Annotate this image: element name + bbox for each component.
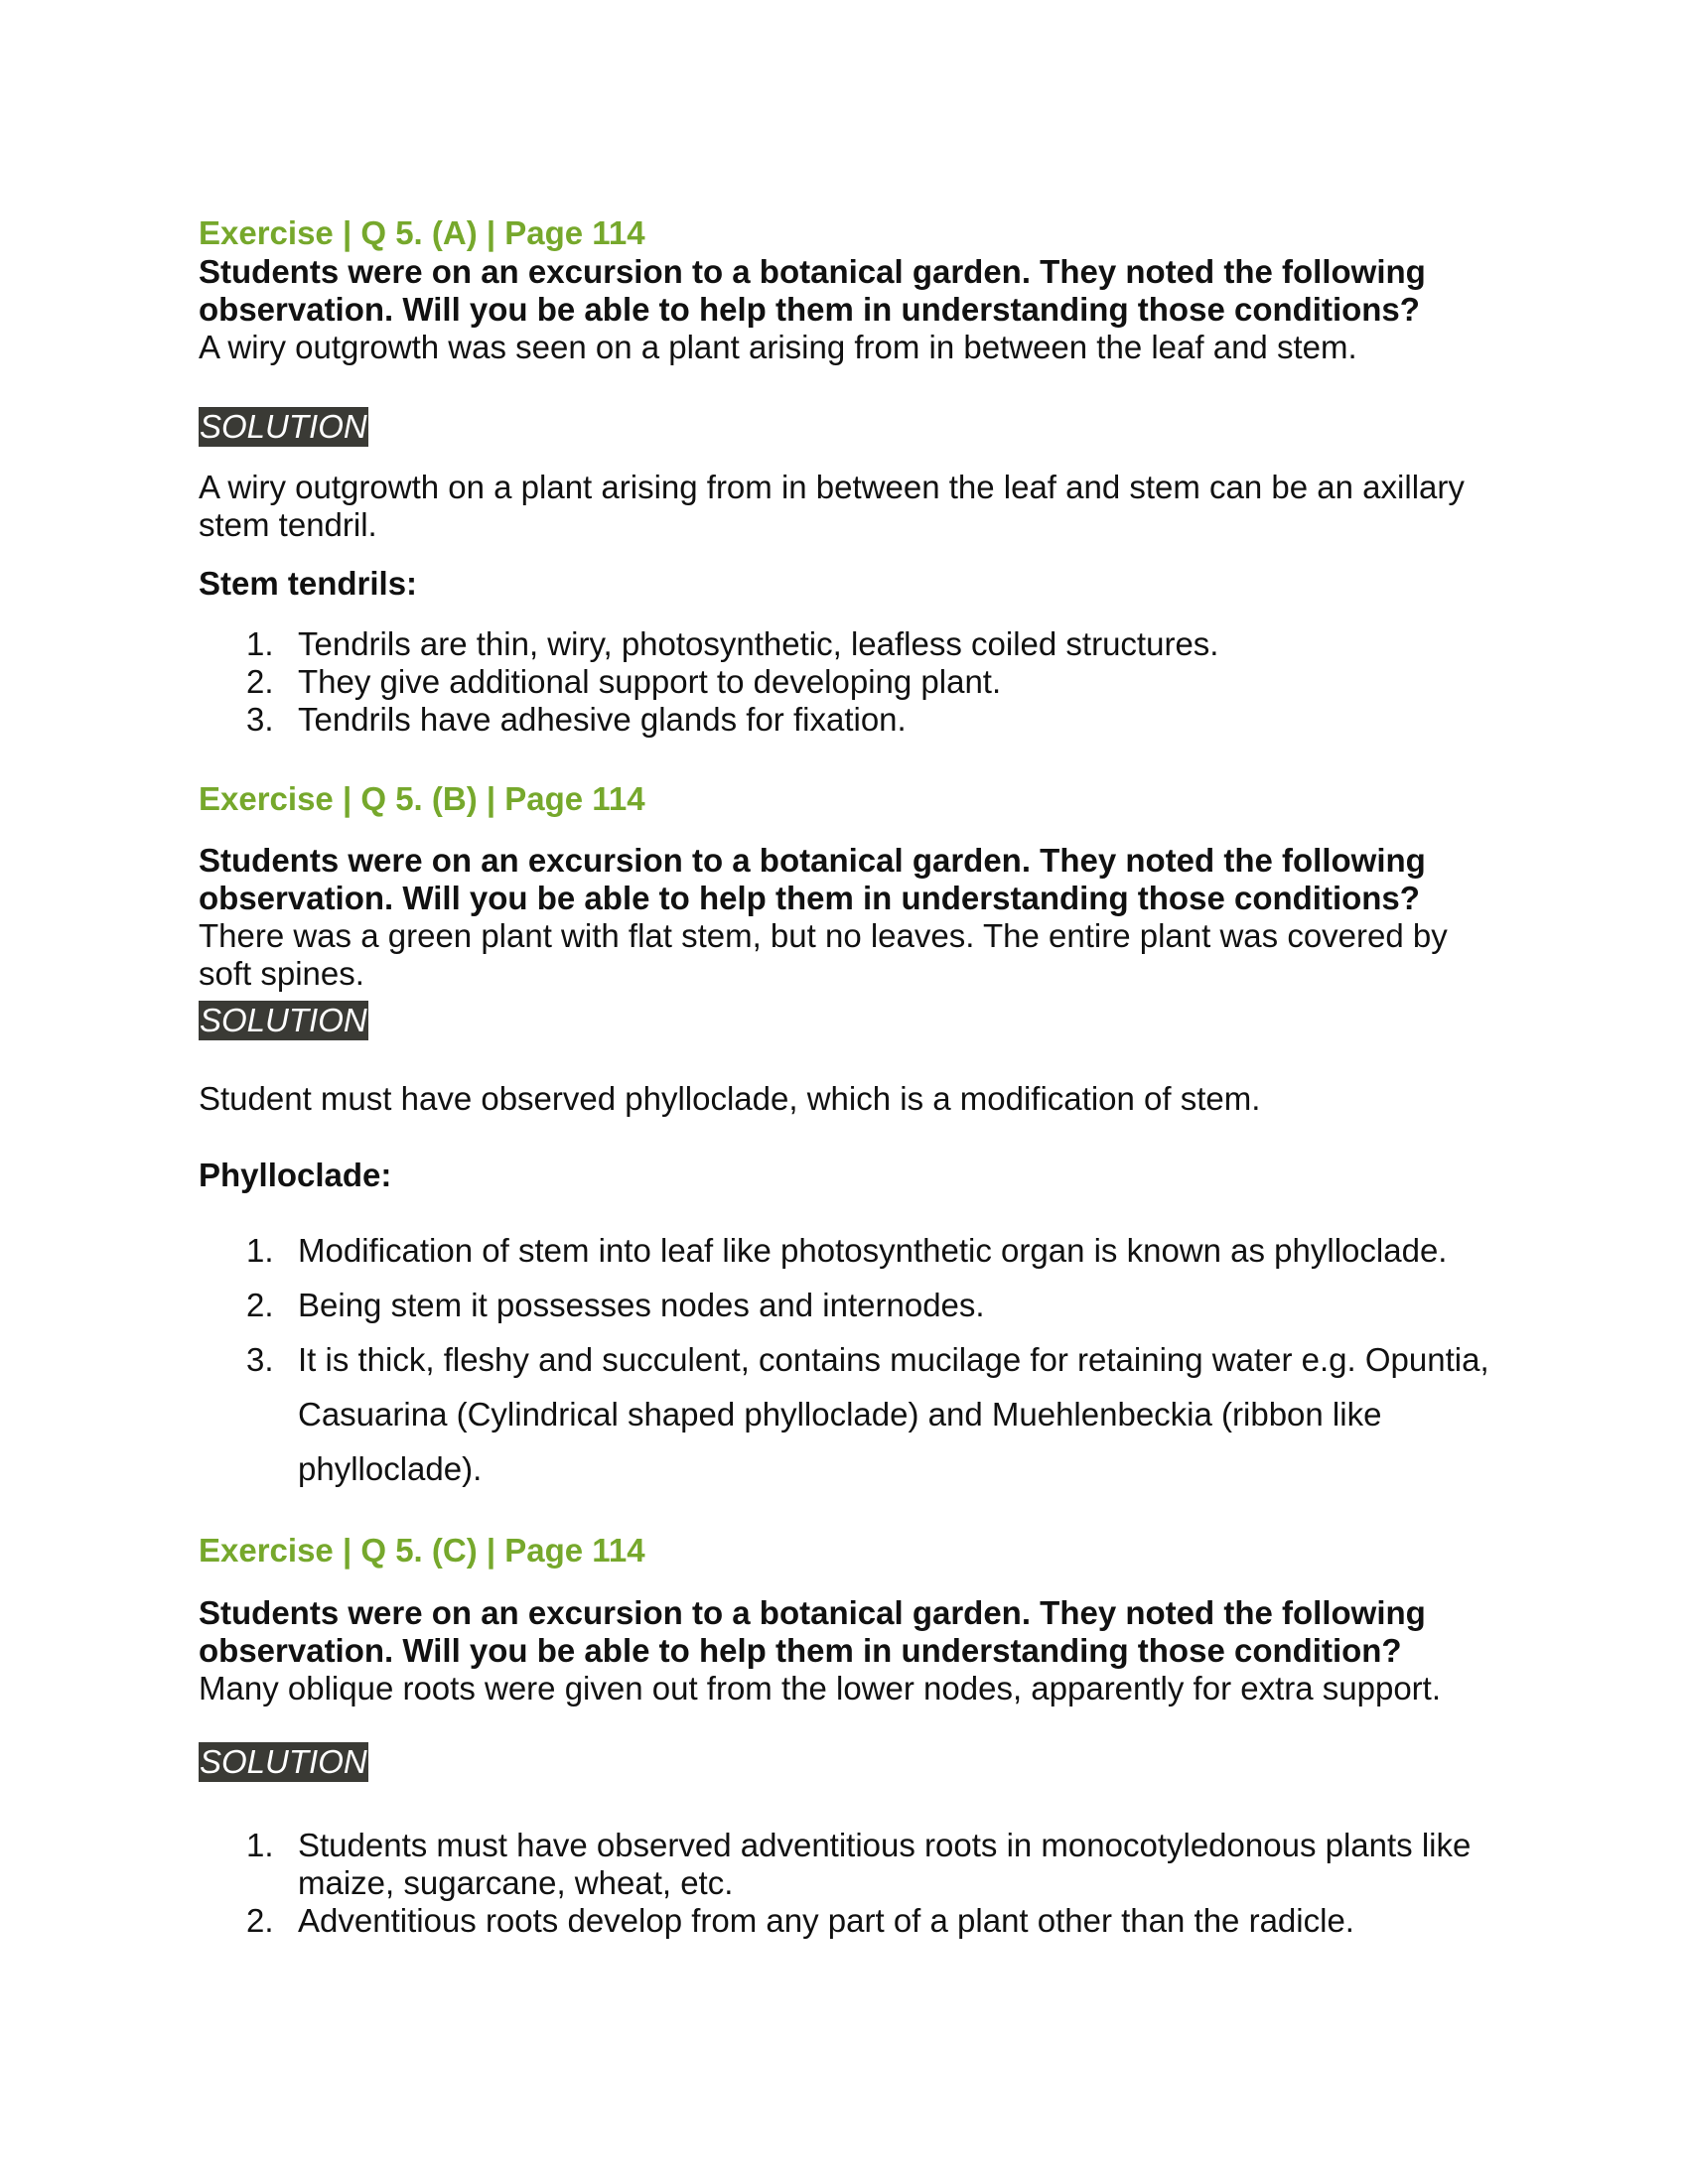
- section-c-solution-label: SOLUTION: [200, 1743, 367, 1780]
- list-item: [199, 1223, 1509, 1278]
- section-c-list: [199, 1827, 1509, 1940]
- section-b-answer: Student must have observed phylloclade, which is a modification of stem.: [199, 1080, 1261, 1117]
- list-item: [199, 625, 1509, 663]
- section-a-subheading: Stem tendrils:: [199, 565, 418, 602]
- section-b-observation: There was a green plant with flat stem, but no leaves. The entire plant was covered by soft spines.: [199, 917, 1448, 992]
- list-text: Tendrils have adhesive glands for fixation.: [298, 701, 907, 738]
- list-number: 2.: [246, 663, 274, 700]
- list-text: Students must have observed adventitious roots in monocotyledonous plants like maize, sugarcane, wheat, etc.: [298, 1827, 1472, 1901]
- list-item: [199, 1827, 1509, 1902]
- list-text: Adventitious roots develop from any part of a plant other than the radicle.: [298, 1902, 1354, 1939]
- section-a-header: Exercise | Q 5. (A) | Page 114: [199, 214, 645, 251]
- list-number: 3.: [246, 1341, 274, 1378]
- section-b-header: Exercise | Q 5. (B) | Page 114: [199, 780, 645, 817]
- list-number: 1.: [246, 625, 274, 662]
- list-text: Being stem it possesses nodes and internodes.: [298, 1287, 985, 1323]
- list-item: [199, 1902, 1509, 1940]
- list-text: It is thick, fleshy and succulent, contains mucilage for retaining water e.g. Opuntia, Casuarina (Cylindrical shaped phylloclade) and Muehlenbeckia (ribbon like phylloclade).: [298, 1341, 1489, 1487]
- list-text: They give additional support to developing plant.: [298, 663, 1002, 700]
- section-b-list: [199, 1223, 1509, 1496]
- section-a-solution-label: SOLUTION: [200, 408, 367, 445]
- list-text: Tendrils are thin, wiry, photosynthetic, leafless coiled structures.: [298, 625, 1219, 662]
- list-number: 3.: [246, 701, 274, 738]
- section-b-question: Students were on an excursion to a botanical garden. They noted the following observation. Will you be able to help them in understanding those conditions?: [199, 842, 1426, 916]
- section-a-answer: A wiry outgrowth on a plant arising from in between the leaf and stem can be an axillary stem tendril.: [199, 469, 1465, 543]
- list-number: 2.: [246, 1287, 274, 1323]
- section-c-question: Students were on an excursion to a botanical garden. They noted the following observation. Will you be able to help them in understanding those condition?: [199, 1594, 1426, 1669]
- section-c-observation: Many oblique roots were given out from the lower nodes, apparently for extra support.: [199, 1670, 1442, 1706]
- section-b-solution-label: SOLUTION: [200, 1002, 367, 1038]
- list-item: [199, 663, 1509, 701]
- list-number: 2.: [246, 1902, 274, 1939]
- section-a-header-block: [199, 213, 1509, 366]
- list-item: [199, 1278, 1509, 1332]
- section-a-question: Students were on an excursion to a botanical garden. They noted the following observation. Will you be able to help them in understanding those conditions?: [199, 253, 1426, 328]
- section-a-observation: A wiry outgrowth was seen on a plant arising from in between the leaf and stem.: [199, 329, 1357, 365]
- section-a-list: [199, 625, 1509, 739]
- list-number: 1.: [246, 1827, 274, 1863]
- section-c-header: Exercise | Q 5. (C) | Page 114: [199, 1532, 645, 1569]
- list-text: Modification of stem into leaf like photosynthetic organ is known as phylloclade.: [298, 1232, 1448, 1269]
- section-b-subheading: Phylloclade:: [199, 1157, 392, 1193]
- list-number: 1.: [246, 1232, 274, 1269]
- list-item: [199, 1332, 1509, 1496]
- list-item: [199, 701, 1509, 739]
